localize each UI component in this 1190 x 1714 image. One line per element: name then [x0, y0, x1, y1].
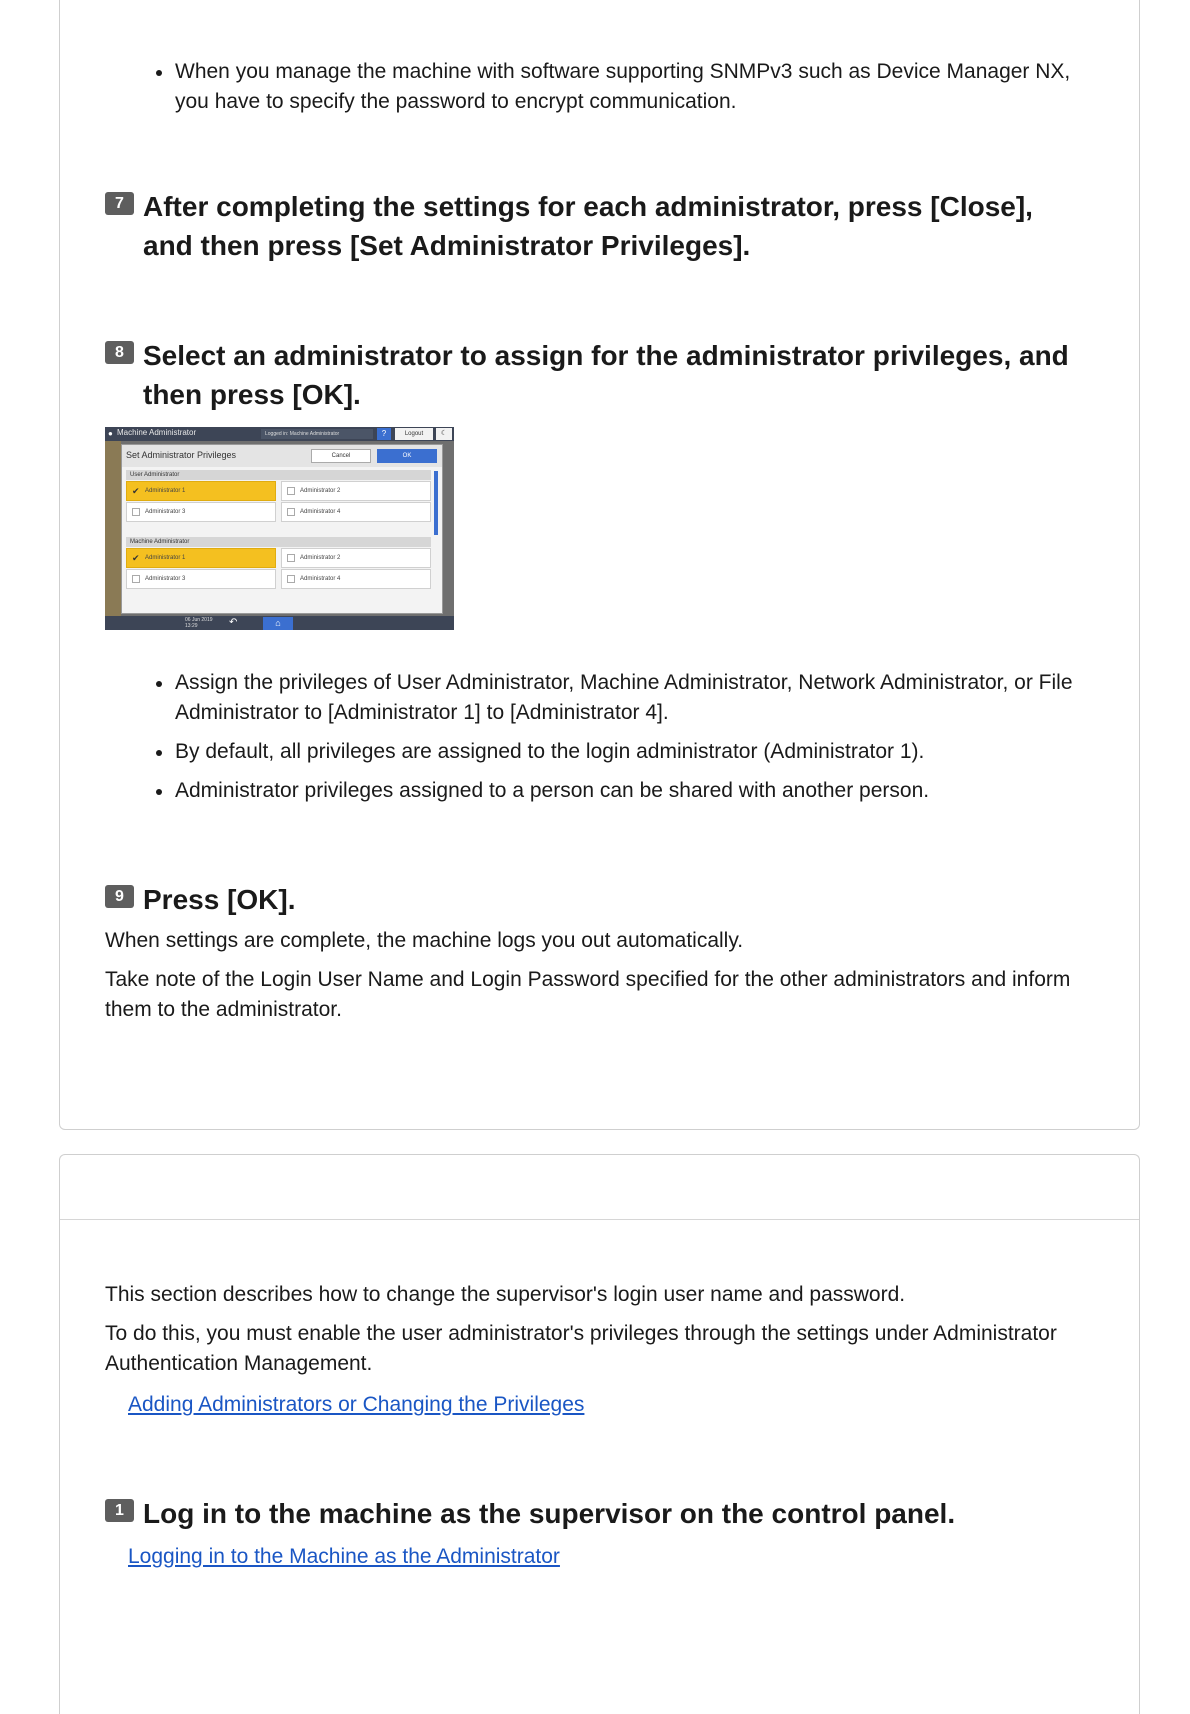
list-item: When you manage the machine with software supporting SNMPv3 such as Device Manager NX, you have to specify the password to encrypt communication. [153, 57, 1093, 117]
step-8-notes [153, 668, 1093, 806]
step-9-text: When settings are complete, the machine logs you out automatically. [105, 929, 744, 952]
date-text: 06 Jun 2019 [185, 617, 213, 623]
option-label: Administrator 1 [145, 555, 186, 561]
energy-saver-icon: ☾ [436, 428, 452, 440]
dialog-header [122, 445, 442, 467]
dialog-title: Set Administrator Privileges [126, 450, 237, 460]
admin-option [281, 502, 431, 522]
ok-button: OK [377, 449, 437, 463]
option-label: Administrator 3 [145, 509, 186, 515]
screen-bottombar [105, 616, 454, 630]
home-icon: ⌂ [263, 617, 293, 630]
step-7 [105, 187, 1085, 265]
logout-button: Logout [395, 428, 433, 440]
logged-in-status: Logged in: Machine Administrator [261, 429, 373, 439]
screen-topbar [105, 427, 454, 441]
admin-option [126, 569, 276, 589]
scrollbar [434, 471, 438, 535]
option-label: Administrator 1 [145, 488, 186, 494]
note-list [153, 57, 1093, 117]
section-header [60, 1155, 1139, 1220]
checkbox-icon [132, 508, 140, 516]
background-screen [105, 441, 121, 616]
step-number-badge: 1 [105, 1499, 134, 1522]
set-admin-privileges-screenshot [105, 427, 454, 630]
option-label: Administrator 3 [145, 576, 186, 582]
time-text: 13:29 [185, 623, 198, 629]
admin-option [281, 548, 431, 568]
step-9 [105, 880, 1085, 919]
admin-option [281, 569, 431, 589]
list-item: Assign the privileges of User Administrator, Machine Administrator, Network Administrator, or File Administrator to [Administrator 1] to [Administrator 4]. [153, 668, 1093, 728]
option-label: Administrator 2 [300, 555, 341, 561]
admin-option [281, 481, 431, 501]
option-label: Administrator 2 [300, 488, 341, 494]
step-8 [105, 336, 1085, 414]
step-title: After completing the settings for each administrator, press [Close], and then press [Set Administrator Privileges]. [143, 191, 1033, 261]
step-title: Select an administrator to assign for the administrator privileges, and then press [OK]. [143, 340, 1069, 410]
step-number-badge: 7 [105, 192, 134, 215]
screen-date [185, 617, 213, 629]
check-icon: ✔ [132, 553, 140, 563]
step-9-note: Take note of the Login User Name and Login Password specified for the other administrators and inform them to the administrator. [105, 968, 1071, 1021]
privileges-dialog [121, 444, 443, 614]
list-item: Administrator privileges assigned to a person can be shared with another person. [153, 776, 1093, 806]
option-label: Administrator 4 [300, 576, 341, 582]
admin-option [126, 502, 276, 522]
checkbox-icon [287, 575, 295, 583]
admin-option [126, 481, 276, 501]
screen-app-title: Machine Administrator [117, 428, 197, 437]
checkbox-icon [287, 554, 295, 562]
step-title: Log in to the machine as the supervisor on the control panel. [143, 1498, 956, 1529]
section-requirement: To do this, you must enable the user administrator's privileges through the settings under Administrator Authentication Management. [105, 1322, 1057, 1375]
help-button: ? [377, 428, 391, 440]
checkbox-icon [287, 508, 295, 516]
admin-option [126, 548, 276, 568]
check-icon: ✔ [132, 486, 140, 496]
group-label: Machine Administrator [126, 537, 431, 547]
section-panel [59, 1154, 1140, 1714]
step-title: Press [OK]. [143, 884, 296, 915]
cancel-button: Cancel [311, 449, 371, 463]
list-item: By default, all privileges are assigned to the login administrator (Administrator 1). [153, 737, 1093, 767]
user-icon: ● [108, 429, 113, 438]
group-label: User Administrator [126, 470, 431, 480]
step-number-badge: 9 [105, 885, 134, 908]
step-number-badge: 8 [105, 341, 134, 364]
login-as-administrator-link[interactable]: Logging in to the Machine as the Administrator [128, 1545, 560, 1568]
adding-administrators-link[interactable]: Adding Administrators or Changing the Privileges [128, 1393, 585, 1416]
section-intro: This section describes how to change the supervisor's login user name and password. [105, 1283, 906, 1306]
checkbox-icon [132, 575, 140, 583]
checkbox-icon [287, 487, 295, 495]
back-icon: ↶ [229, 617, 238, 628]
option-label: Administrator 4 [300, 509, 341, 515]
step-1 [105, 1494, 1085, 1533]
